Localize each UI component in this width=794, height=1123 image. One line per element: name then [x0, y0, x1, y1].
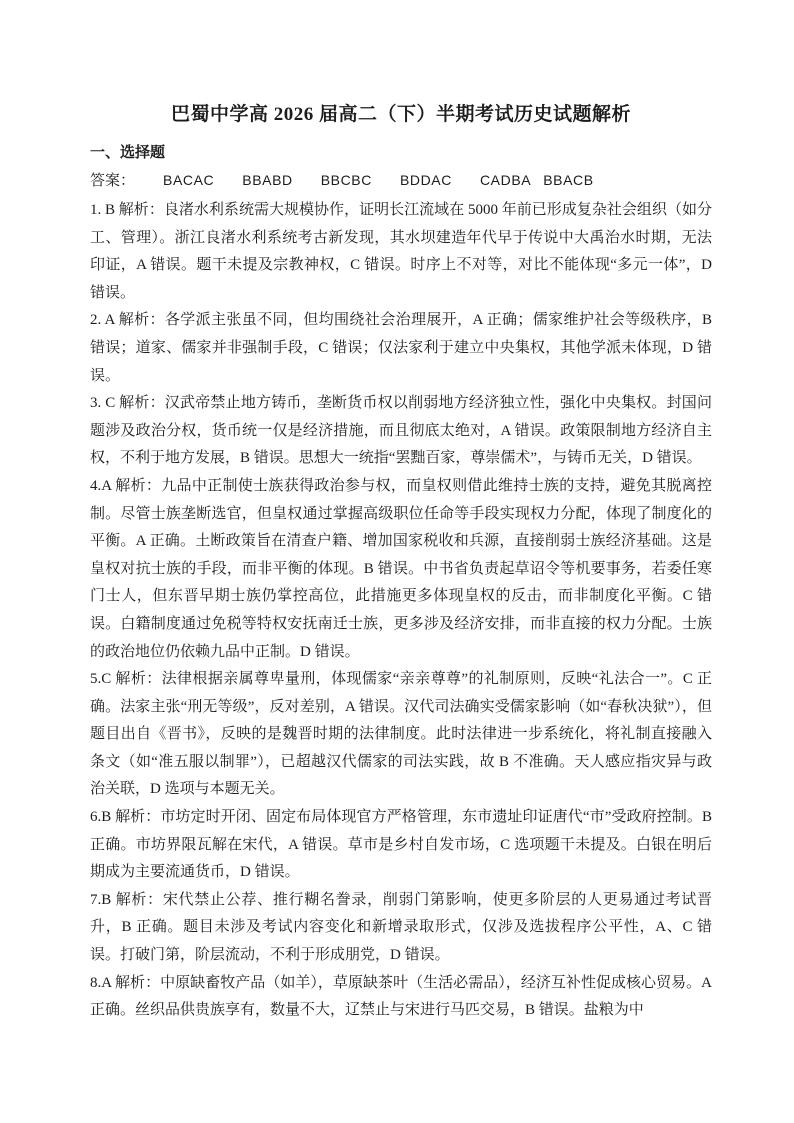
answer-group-1: BACAC [163, 172, 215, 188]
explanation-item-2: 2. A 解析：各学派主张虽不同，但均围绕社会治理展开，A 正确；儒家维护社会等级秩序，B 错误；道家、儒家并非强制手段，C 错误；仅法家利于建立中央集权，其他学派未体现，D 错误。 [90, 312, 712, 384]
explanation-item-3: 3. C 解析：汉武帝禁止地方铸币，垄断货币权以削弱地方经济独立性，强化中央集权。封国问题涉及政治分权，货币统一仅是经济措施，而且彻底太绝对，A 错误。政策限制地方经济自主权，不利于地方发展，B 错误。思想大一统指“罢黜百家，尊崇儒术”，与铸币无关，D 错误。 [90, 395, 712, 467]
answer-group-2: BBABD [242, 172, 293, 188]
explanation-item-5: 5.C 解析：法律根据亲属尊卑量刑，体现儒家“亲亲尊尊”的礼制原则，反映“礼法合一”。C 正确。法家主张“刑无等级”，反对差别，A 错误。汉代司法确实受儒家影响（如“春秋决狱”），但题目出自《晋书》，反映的是魏晋时期的法律制度。此时法律进一步系统化，将礼制直接融入条文（如“准五服以制罪”），已超越汉代儒家的司法实践，故 B 不准确。天人感应指灾异与政治关联，D 选项与本题无关。 [90, 671, 712, 798]
document-title: 巴蜀中学高 2026 届高二（下）半期考试历史试题解析 [170, 104, 631, 125]
explanation-item-8: 8.A 解析：中原缺畜牧产品（如羊），草原缺茶叶（生活必需品），经济互补性促成核心贸易。A 正确。丝织品供贵族享有，数量不大，辽禁止与宋进行马匹交易，B 错误。盐粮为中 [90, 974, 712, 1019]
explanation-item-6: 6.B 解析：市坊定时开闭、固定布局体现官方严格管理，东市遗址印证唐代“市”受政府控制。B 正确。市坊界限瓦解在宋代，A 错误。草市是乡村自发市场，C 选项题干未提及。白银在明后期成为主要流通货币，D 错误。 [90, 809, 712, 881]
answer-group-5: CADBA [479, 172, 532, 188]
answer-key-row [90, 167, 712, 194]
answer-group-4: BDDAC [399, 172, 452, 188]
explanation-item-7: 7.B 解析：宋代禁止公荐、推行糊名誊录，削弱门第影响，使更多阶层的人更易通过考试晋升，B 正确。题目未涉及考试内容变化和新增录取形式，仅涉及选拔程序公平性，A、C 错误。打破门第，阶层流动，不利于形成朋党，D 错误。 [90, 891, 712, 964]
explanation-item-1: 1. B 解析：良渚水利系统需大规模协作，证明长江流域在 5000 年前已形成复杂社会组织（如分工、管理）。浙江良渚水利系统考古新发现，其水坝建造年代早于传说中大禹治水时期，无法印证，A 错误。题干未提及宗教神权，C 错误。时序上不对等，对比不能体现“多元一体”，D 错误。 [90, 202, 712, 301]
answer-group-6: BBACB [543, 172, 594, 188]
answer-key-label: 答案： [90, 173, 136, 189]
answer-group-3: BBCBC [320, 172, 372, 188]
explanation-item-4: 4.A 解析：九品中正制使士族获得政治参与权，而皇权则借此维持士族的支持，避免其脱离控制。尽管士族垄断选官，但皇权通过掌握高级职位任命等手段实现权力分配，体现了制度化的平衡。A 正确。土断政策旨在清查户籍、增加国家税收和兵源，直接削弱士族经济基础。这是皇权对抗士族的手段，而非平衡的体现。B 错误。中书省负责起草诏令等机要事务，若委任寒门士人，但东晋早期士族仍掌控高位，此措施更多体现皇权的反击，而非制度化平衡。C 错误。白籍制度通过免税等特权安抚南迁士族，更多涉及经济安排，而非直接的权力分配。士族的政治地位仍依赖九品中正制。D 错误。 [90, 477, 712, 660]
explanations-list [90, 197, 712, 1025]
section-heading-multiple-choice: 一、选择题 [90, 144, 166, 161]
document-content [90, 100, 712, 1025]
